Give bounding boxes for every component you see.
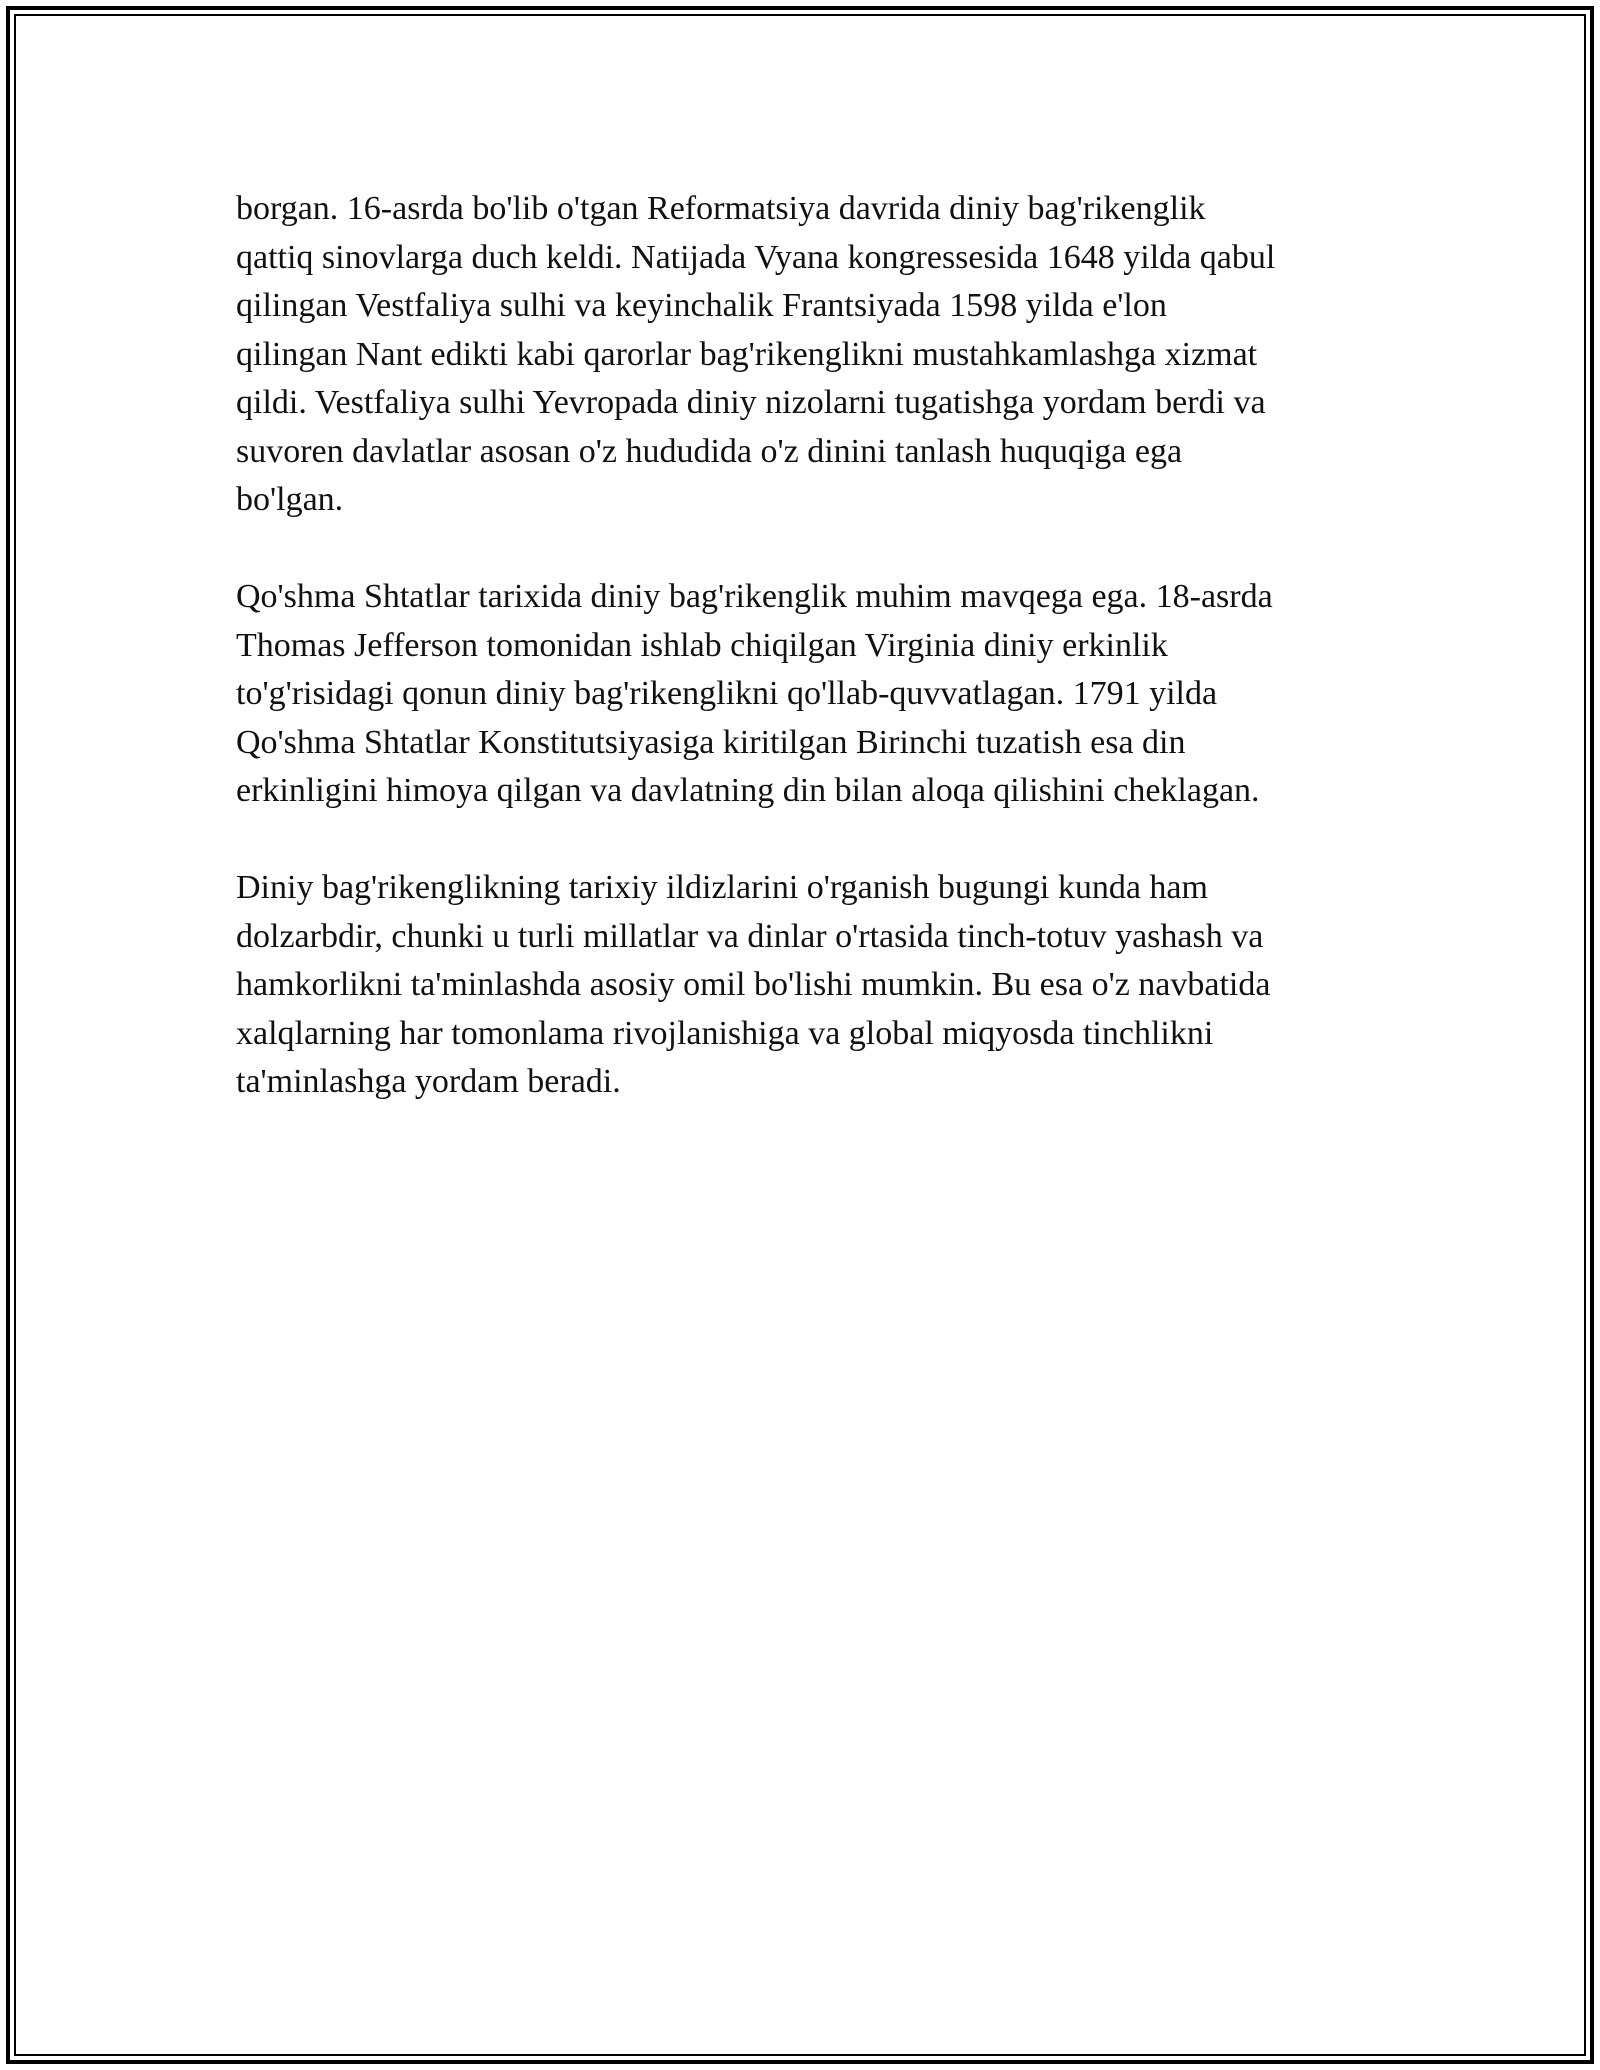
paragraph-2 xyxy=(236,573,1386,816)
text-line: Qo'shma Shtatlar tarixida diniy bag'rikenglik muhim mavqega ega. 18-asrda xyxy=(236,578,1273,615)
text-line: Thomas Jefferson tomonidan ishlab chiqilgan Virginia diniy erkinlik xyxy=(236,626,1168,664)
paragraph-1 xyxy=(236,185,1386,525)
text-line: suvoren davlatlar asosan o'z hududida o'z dinini tanlash huquqiga ega xyxy=(236,432,1183,470)
text-line: Diniy bag'rikenglikning tarixiy ildizlarini o'rganish bugungi kunda ham xyxy=(236,869,1208,906)
paragraph-3 xyxy=(236,864,1386,1107)
text-line: borgan. 16-asrda bo'lib o'tgan Reformatsiya davrida diniy bag'rikenglik xyxy=(236,190,1206,227)
text-line: hamkorlikni ta'minlashda asosiy omil bo'lishi mumkin. Bu esa o'z navbatida xyxy=(236,966,1271,1003)
text-line: qilingan Vestfaliya sulhi va keyinchalik Frantsiyada 1598 yilda e'lon xyxy=(236,287,1167,324)
text-line: bo'lgan. xyxy=(236,481,344,518)
text-line: erkinligini himoya qilgan va davlatning din bilan aloqa qilishini cheklagan. xyxy=(236,772,1260,809)
document-body xyxy=(236,185,1386,1155)
text-line: qildi. Vestfaliya sulhi Yevropada diniy nizolarni tugatishga yordam berdi va xyxy=(236,384,1266,421)
text-line: qilingan Nant edikti kabi qarorlar bag'rikenglikni mustahkamlashga xizmat xyxy=(236,335,1258,373)
text-line: to'g'risidagi qonun diniy bag'rikenglikni qo'llab-quvvatlagan. 1791 yilda xyxy=(236,675,1218,712)
text-line: ta'minlashga yordam beradi. xyxy=(236,1063,621,1100)
text-line: dolzarbdir, chunki u turli millatlar va dinlar o'rtasida tinch-totuv yashash va xyxy=(236,917,1264,955)
text-line: Qo'shma Shtatlar Konstitutsiyasiga kiritilgan Birinchi tuzatish esa din xyxy=(236,723,1186,761)
text-line: xalqlarning har tomonlama rivojlanishiga va global miqyosda tinchlikni xyxy=(236,1014,1214,1052)
text-line: qattiq sinovlarga duch keldi. Natijada Vyana kongressesida 1648 yilda qabul xyxy=(236,238,1276,276)
